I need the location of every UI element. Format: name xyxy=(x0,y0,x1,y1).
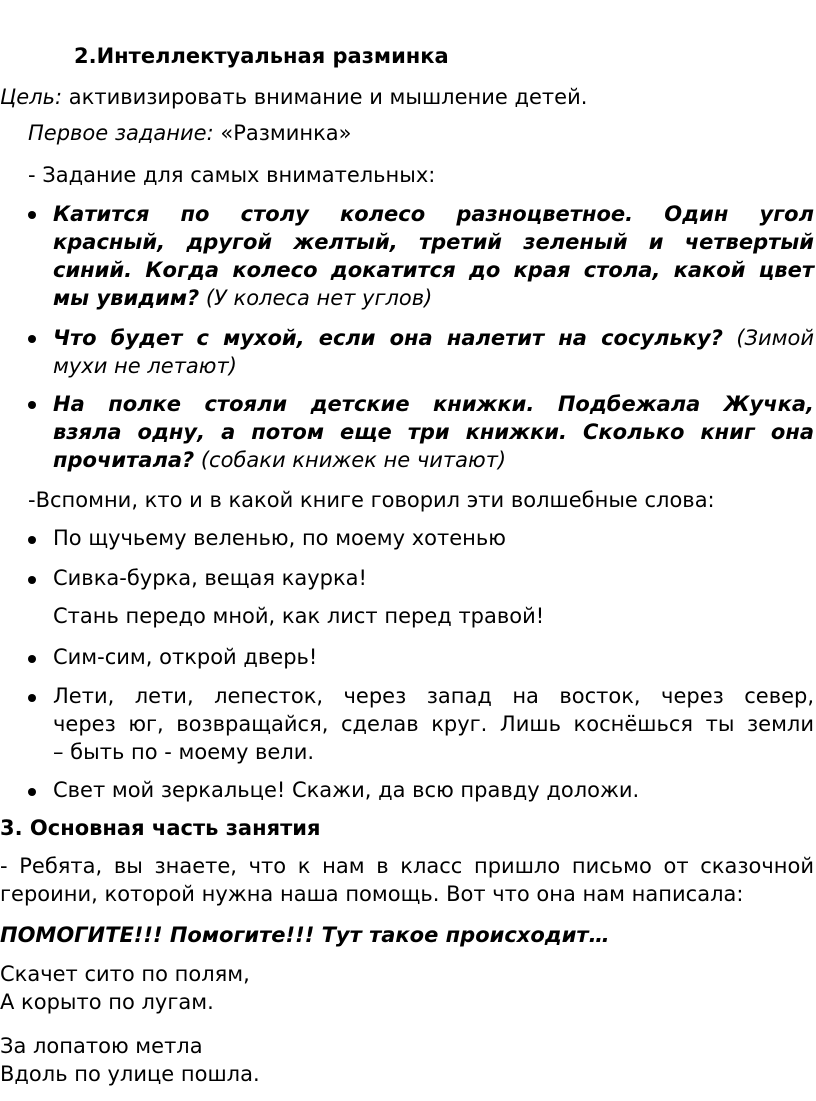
riddle-3-line-1: На полке стояли детские книжки. Подбежала Жучка, xyxy=(53,392,814,416)
riddle-2-answer-start: (Зимой xyxy=(722,326,814,350)
riddle-2-line-1 xyxy=(53,324,814,352)
phrase-4-line-2: через юг, возвращайся, сделав круг. Лишь коснёшься ты земли xyxy=(53,712,814,736)
task-intro: - Задание для самых внимательных: xyxy=(28,163,436,187)
bullet-icon xyxy=(28,401,36,409)
bullet-icon xyxy=(28,536,36,544)
bullet-icon xyxy=(28,788,36,796)
bullet-icon xyxy=(28,335,36,343)
riddle-3-line-2: взяла одну, а потом еще три книжки. Сколько книг она xyxy=(53,420,814,444)
bullet-icon xyxy=(28,655,36,663)
section-3-paragraph-line-1: - Ребята, вы знаете, что к нам в класс пришло письмо от сказочной xyxy=(0,854,814,878)
poem-line-2: А корыто по лугам. xyxy=(0,990,214,1014)
phrase-4-line-3: – быть по - моему вели. xyxy=(53,740,315,764)
phrase-3: Сим-сим, открой дверь! xyxy=(53,645,318,669)
riddle-3-question-end: прочитала? xyxy=(53,448,195,472)
riddle-2-question: Что будет с мухой, если она налетит на сосульку? xyxy=(53,326,723,350)
goal-text: активизировать внимание и мышление детей. xyxy=(62,85,588,109)
bullet-icon xyxy=(28,211,36,219)
section-3-title: 3. Основная часть занятия xyxy=(0,816,321,840)
first-task-label: Первое задание: xyxy=(28,121,214,145)
first-task-line xyxy=(28,119,352,147)
phrase-2: Сивка-бурка, вещая каурка! xyxy=(53,566,367,590)
poem-line-4: Вдоль по улице пошла. xyxy=(0,1062,260,1086)
riddle-3-line-3 xyxy=(53,446,506,474)
goal-label: Цель: xyxy=(0,85,63,109)
phrase-5: Свет мой зеркальце! Скажи, да всю правду доложи. xyxy=(53,778,640,802)
bullet-icon xyxy=(28,694,36,702)
bullet-icon xyxy=(28,576,36,584)
poem-line-1: Скачет сито по полям, xyxy=(0,962,250,986)
section-3-paragraph-line-2: героини, которой нужна наша помощь. Вот что она нам написала: xyxy=(0,882,744,906)
riddle-1-line-2: красный, другой желтый, третий зеленый и четвертый xyxy=(53,230,814,254)
poem-line-3: За лопатою метла xyxy=(0,1034,203,1058)
riddle-1-line-1: Катится по столу колесо разноцветное. Один угол xyxy=(53,202,814,226)
help-heading: ПОМОГИТЕ!!! Помогите!!! Тут такое происходит… xyxy=(0,923,610,947)
riddle-1-line-3: синий. Когда колесо докатится до края стола, какой цвет xyxy=(53,258,814,282)
section-2-title: 2.Интеллектуальная разминка xyxy=(74,44,449,68)
phrase-1: По щучьему веленью, по моему хотенью xyxy=(53,526,506,550)
riddle-1-line-4 xyxy=(53,284,432,312)
phrase-2-continued: Стань передо мной, как лист перед травой! xyxy=(53,604,545,628)
goal-line xyxy=(0,83,587,111)
first-task-title: «Разминка» xyxy=(213,121,352,145)
riddle-3-answer: (собаки книжек не читают) xyxy=(194,448,507,472)
riddle-1-answer: (У колеса нет углов) xyxy=(199,286,433,310)
magic-words-intro: -Вспомни, кто и в какой книге говорил эти волшебные слова: xyxy=(28,488,715,512)
phrase-4-line-1: Лети, лети, лепесток, через запад на восток, через север, xyxy=(53,684,814,708)
riddle-2-answer-end: мухи не летают) xyxy=(53,354,237,378)
riddle-1-question-end: мы увидим? xyxy=(53,286,200,310)
